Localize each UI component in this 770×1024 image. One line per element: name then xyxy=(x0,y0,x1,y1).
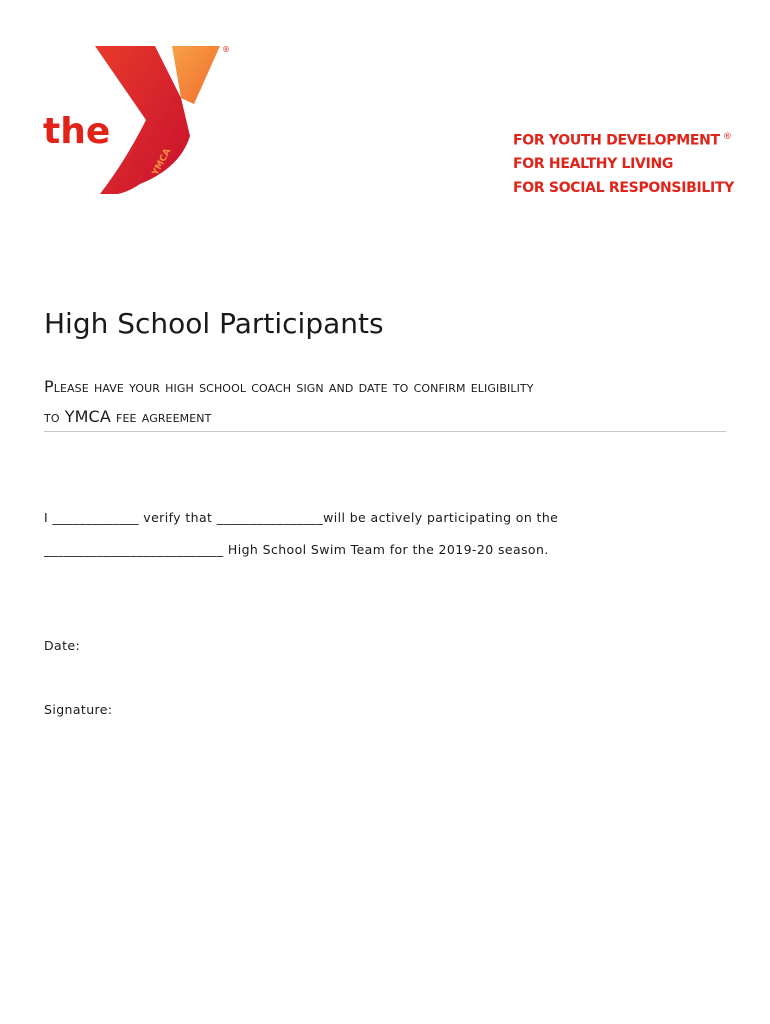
ymca-logo xyxy=(40,40,240,200)
tagline-registered-mark: ® xyxy=(722,132,732,142)
logo-registered-mark: ® xyxy=(222,45,230,54)
ymca-tagline xyxy=(513,126,734,200)
tagline-line: FOR HEALTHY LIVING xyxy=(513,156,674,173)
verification-statement-line-1[interactable]: I _____________ verify that ________________will be actively participating on the xyxy=(44,510,559,525)
subtitle-line-2: to YMCA fee agreement xyxy=(44,407,212,426)
tagline-line: FOR YOUTH DEVELOPMENT ® xyxy=(513,132,732,149)
page-subtitle xyxy=(44,372,726,432)
signature-field-label[interactable]: Signature: xyxy=(44,702,113,717)
verification-statement-line-2[interactable]: ___________________________ High School Swim Team for the 2019-20 season. xyxy=(44,542,549,557)
logo-wordmark: the xyxy=(43,111,111,152)
subtitle-line-1: Please have your high school coach sign and date to confirm eligibility xyxy=(44,377,534,396)
date-field-label[interactable]: Date: xyxy=(44,638,81,653)
page-title: High School Participants xyxy=(44,307,384,340)
logo-ymca-text: YMCA xyxy=(150,147,174,178)
subtitle-divider xyxy=(44,431,726,432)
tagline-line: FOR SOCIAL RESPONSIBILITY xyxy=(513,179,735,196)
